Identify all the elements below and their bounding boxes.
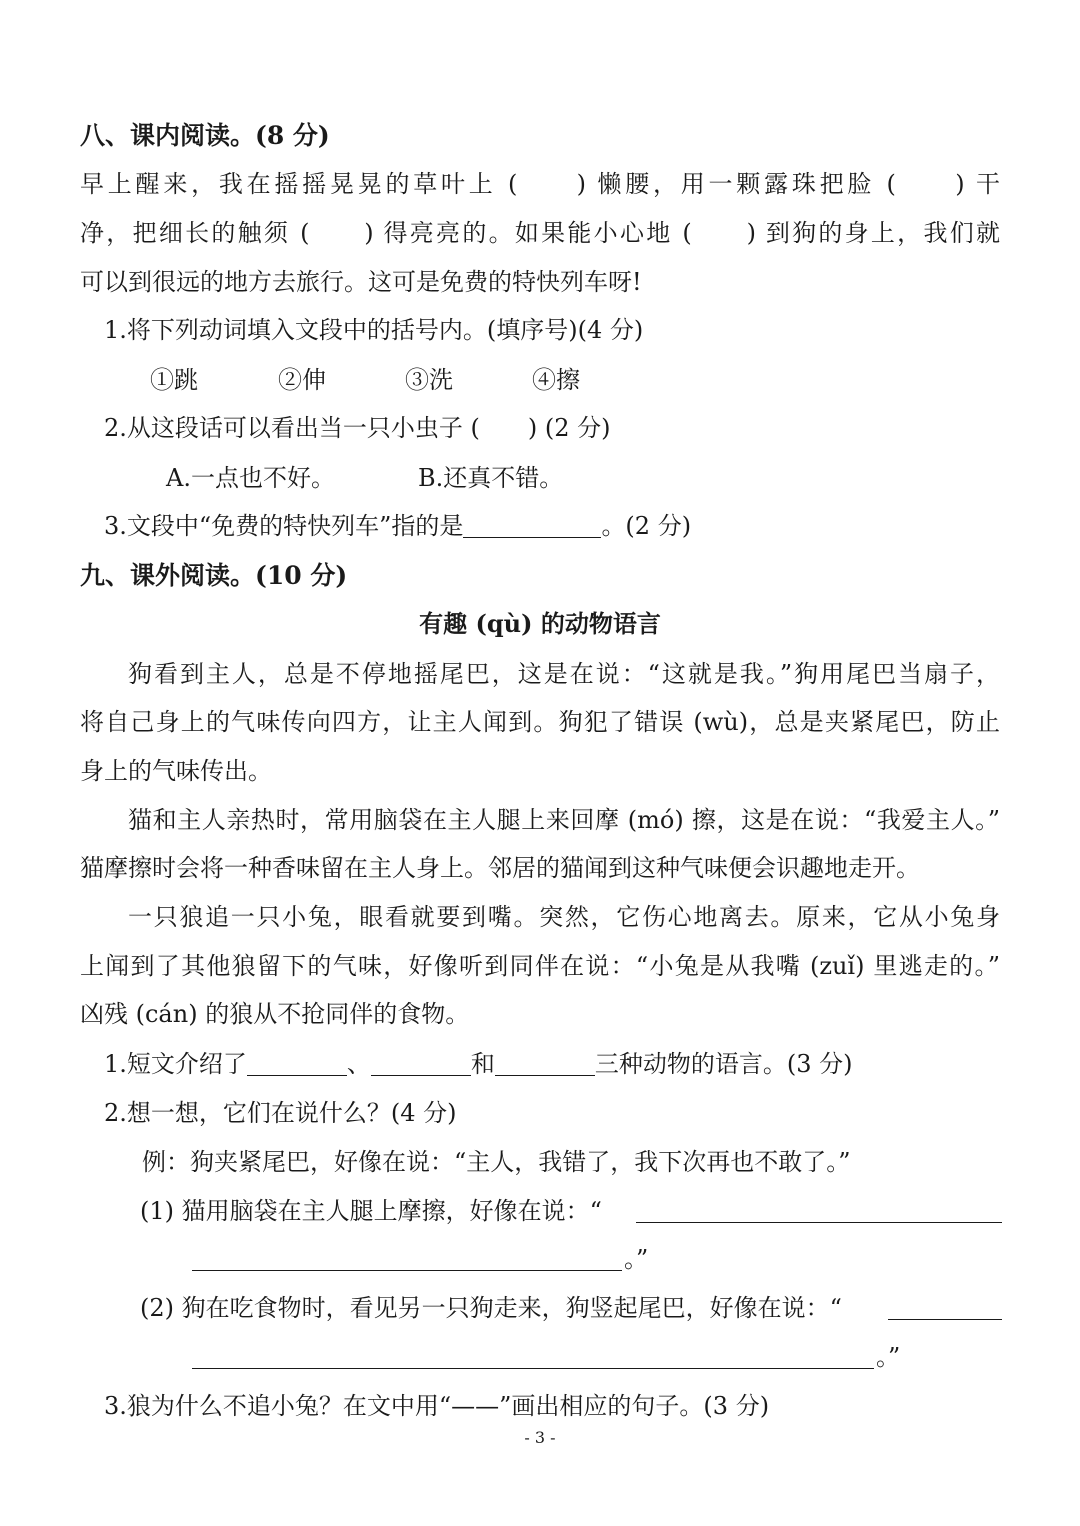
sub-question-2-end: 。” — [876, 1343, 901, 1371]
question-9-2: 2.想一想，它们在说什么？(4 分) — [104, 1099, 457, 1127]
sub-question-1-end: 。” — [624, 1245, 649, 1273]
option-1: ①跳 — [150, 366, 198, 394]
passage-9-line-4: 猫和主人亲热时，常用脑袋在主人腿上来回摩 (mó) 擦，这是在说：“我爱主人。” — [128, 806, 1000, 834]
choice-a: A.一点也不好。 — [166, 464, 335, 492]
sub-question-2: (2) 狗在吃食物时，看见另一只狗走来，狗竖起尾巴，好像在说：“ — [140, 1294, 842, 1322]
question-9-1-score: 三种动物的语言。(3 分) — [594, 1050, 853, 1078]
question-9-1-sep: 、 — [346, 1050, 371, 1078]
passage-8-line-3: 可以到很远的地方去旅行。这可是免费的特快列车呀! — [80, 268, 642, 296]
question-8-2: 2.从这段话可以看出当一只小虫子 ( ) (2 分) — [104, 414, 611, 442]
option-3: ③洗 — [405, 366, 453, 394]
section-8-heading: 八、课内阅读。(8 分) — [80, 121, 330, 150]
passage-8-line-1: 早上醒来，我在摇摇晃晃的草叶上 ( ) 懒腰，用一颗露珠把脸 ( ) 干 — [80, 170, 1000, 198]
passage-9-line-7: 上闻到了其他狼留下的气味，好像听到同伴在说：“小兔是从我嘴 (zuǐ) 里逃走的。” — [80, 952, 1000, 980]
example-answer: 例：狗夹紧尾巴，好像在说：“主人，我错了，我下次再也不敢了。” — [142, 1148, 851, 1176]
question-8-3-text: 3.文段中“免费的特快列车”指的是 — [104, 512, 464, 540]
question-9-1 — [104, 1048, 853, 1080]
question-9-3: 3.狼为什么不追小兔？在文中用“——”画出相应的句子。(3 分) — [104, 1392, 770, 1420]
answer-line[interactable] — [636, 1198, 1002, 1223]
passage-9-line-6: 一只狼追一只小兔，眼看就要到嘴。突然，它伤心地离去。原来，它从小兔身 — [128, 903, 1000, 931]
option-4: ④擦 — [532, 366, 580, 394]
answer-line[interactable] — [192, 1246, 622, 1271]
passage-9-line-1: 狗看到主人，总是不停地摇尾巴，这是在说：“这就是我。”狗用尾巴当扇子， — [128, 660, 1000, 688]
answer-blank[interactable] — [495, 1051, 595, 1076]
answer-line[interactable] — [192, 1344, 874, 1369]
answer-blank[interactable] — [247, 1051, 347, 1076]
question-8-3 — [104, 510, 691, 542]
question-8-3-score: 。(2 分) — [601, 512, 692, 540]
question-9-1-sep: 和 — [470, 1050, 495, 1078]
article-title: 有趣 (qù) 的动物语言 — [419, 609, 661, 638]
passage-9-line-8: 凶残 (cán) 的狼从不抢同伴的食物。 — [80, 1000, 470, 1028]
question-8-1: 1.将下列动词填入文段中的括号内。(填序号)(4 分) — [104, 316, 644, 344]
passage-9-line-2: 将自己身上的气味传向四方，让主人闻到。狗犯了错误 (wù)，总是夹紧尾巴，防止 — [80, 708, 1000, 736]
sub-question-1: (1) 猫用脑袋在主人腿上摩擦，好像在说：“ — [140, 1197, 602, 1225]
choice-b: B.还真不错。 — [418, 464, 564, 492]
passage-9-line-5: 猫摩擦时会将一种香味留在主人身上。邻居的猫闻到这种气味便会识趣地走开。 — [80, 854, 920, 882]
section-9-heading: 九、课外阅读。(10 分) — [80, 561, 348, 590]
answer-blank[interactable] — [371, 1051, 471, 1076]
answer-blank[interactable] — [463, 513, 601, 538]
option-2: ②伸 — [278, 366, 326, 394]
passage-8-line-2: 净，把细长的触须 ( ) 得亮亮的。如果能小心地 ( ) 到狗的身上，我们就 — [80, 219, 1000, 247]
passage-9-line-3: 身上的气味传出。 — [80, 757, 272, 785]
question-9-1-text: 1.短文介绍了 — [104, 1050, 247, 1078]
page-number: - 3 - — [524, 1428, 556, 1447]
answer-line[interactable] — [888, 1295, 1002, 1320]
